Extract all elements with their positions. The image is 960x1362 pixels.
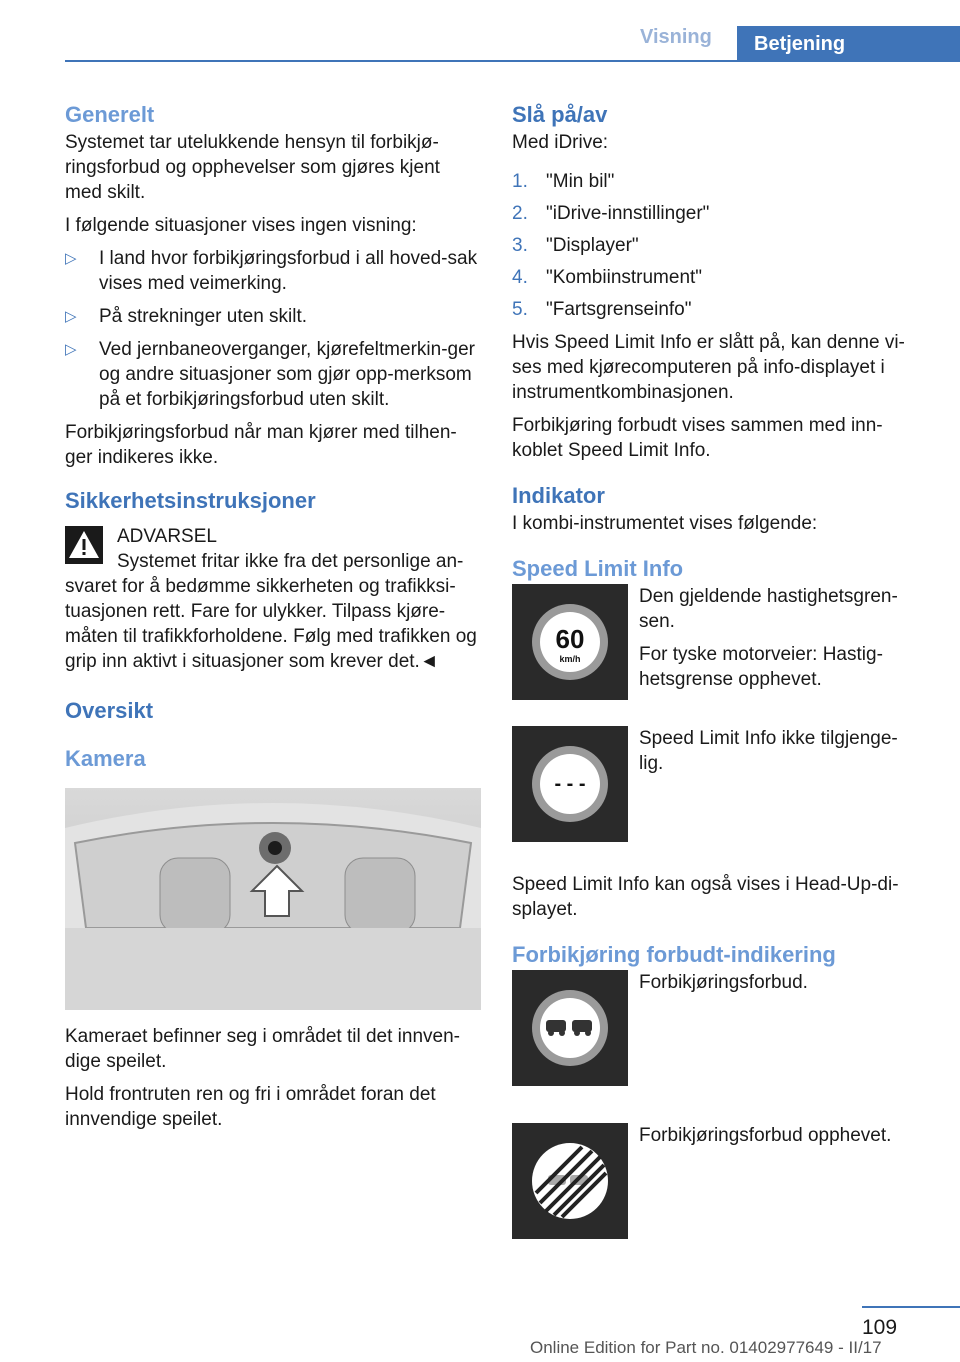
step-number: 4. bbox=[512, 267, 528, 288]
heading-oversikt: Oversikt bbox=[65, 698, 154, 723]
warning-text: Systemet fritar ikke fra det personlige an-svaret for å bedømme sikkerheten og trafikksi-tuasjonen rett. Fare for ulykker. Tilpass kjøre-måten til trafikkforholdene. Følg med trafikken og grip inn aktivt i situasjoner som krever det.◄ bbox=[65, 551, 477, 672]
end-no-overtaking-desc: Forbikjøringsforbud opphevet. bbox=[639, 1125, 892, 1146]
sign-row-speed bbox=[512, 584, 922, 708]
sign-text-end-no-overtaking bbox=[639, 1123, 922, 1156]
tab-betjening[interactable] bbox=[737, 26, 960, 62]
unavailable-value: - - - bbox=[554, 773, 586, 795]
sla-steps bbox=[512, 169, 922, 322]
list-item bbox=[512, 233, 922, 258]
generelt-p1: Systemet tar utelukkende hensyn til forbikjø-ringsforbud og opphevelser som gjøres kjent med skilt. bbox=[65, 132, 440, 203]
step-number: 5. bbox=[512, 299, 528, 320]
speed-desc-1: Den gjeldende hastighetsgren-sen. bbox=[639, 586, 898, 632]
triangle-bullet-icon: ▷ bbox=[65, 341, 77, 358]
sign-row-no-overtaking bbox=[512, 970, 922, 1105]
camera-illustration bbox=[65, 788, 481, 1010]
right-column bbox=[512, 100, 922, 1259]
generelt-p2: I følgende situasjoner vises ingen visning: bbox=[65, 215, 417, 236]
warning-triangle-svg bbox=[65, 526, 103, 564]
no-overtaking-sign bbox=[512, 970, 628, 1086]
kamera-p2: Hold frontruten ren og fri i området foran det innvendige speilet. bbox=[65, 1084, 436, 1130]
step-number: 2. bbox=[512, 203, 528, 224]
sign-row-unavailable bbox=[512, 726, 922, 854]
step-number: 1. bbox=[512, 171, 528, 192]
sla-intro: Med iDrive: bbox=[512, 132, 609, 153]
sla-p2: Forbikjøring forbudt vises sammen med inn-koblet Speed Limit Info. bbox=[512, 415, 883, 461]
no-overtaking-svg bbox=[512, 970, 628, 1086]
heading-forbikjoring: Forbikjøring forbudt-indikering bbox=[512, 942, 836, 967]
left-column bbox=[65, 100, 481, 1140]
warning-triangle-icon bbox=[65, 526, 103, 564]
triangle-bullet-icon: ▷ bbox=[65, 308, 77, 325]
unavailable-desc: Speed Limit Info ikke tilgjenge-lig. bbox=[639, 728, 898, 774]
heading-sikkerhet: Sikkerhetsinstruksjoner bbox=[65, 488, 316, 513]
list-item bbox=[512, 169, 922, 194]
sign-text-no-overtaking bbox=[639, 970, 922, 1003]
sla-p1: Hvis Speed Limit Info er slått på, kan denne vi-ses med kjørecomputeren på info-displayet i instrumentkombinasjonen. bbox=[512, 332, 905, 403]
end-no-overtaking-sign bbox=[512, 1123, 628, 1239]
list-item bbox=[65, 304, 481, 329]
speed-value: 60 bbox=[555, 624, 585, 654]
edition-text: Online Edition for Part no. 01402977649 - II/17 bbox=[530, 1338, 882, 1357]
warning-label: ADVARSEL bbox=[117, 526, 217, 547]
speed-unit: km/h bbox=[559, 654, 581, 664]
heading-generelt: Generelt bbox=[65, 102, 155, 127]
warning-block bbox=[65, 524, 481, 674]
tab-betjening-label: Betjening bbox=[754, 33, 846, 55]
list-item bbox=[512, 297, 922, 322]
heading-sla: Slå på/av bbox=[512, 102, 608, 127]
list-item bbox=[65, 337, 481, 412]
indikator-p1: I kombi-instrumentet vises følgende: bbox=[512, 513, 818, 534]
generelt-list bbox=[65, 246, 481, 412]
list-item-text: På strekninger uten skilt. bbox=[99, 306, 308, 327]
page-number: 109 bbox=[862, 1316, 898, 1339]
speed-limit-60-sign bbox=[512, 584, 628, 700]
step-text: "iDrive-innstillinger" bbox=[546, 203, 710, 224]
speed-unavailable-sign bbox=[512, 726, 628, 842]
footer-rule bbox=[862, 1306, 960, 1308]
sign-text-speed bbox=[639, 584, 922, 700]
list-item-text: Ved jernbaneoverganger, kjørefeltmerkin-ger og andre situasjoner som gjør opp-merksom på et forbikjøringsforbud uten skilt. bbox=[99, 339, 475, 410]
triangle-bullet-icon: ▷ bbox=[65, 250, 77, 267]
kamera-p1: Kameraet befinner seg i området til det innven-dige speilet. bbox=[65, 1026, 460, 1072]
list-item bbox=[512, 265, 922, 290]
sign-row-end-no-overtaking bbox=[512, 1123, 922, 1241]
no-overtaking-desc: Forbikjøringsforbud. bbox=[639, 972, 808, 993]
speed-p1: Speed Limit Info kan også vises i Head-Up-di-splayet. bbox=[512, 874, 899, 920]
speed-sign-svg bbox=[512, 584, 628, 700]
unavailable-sign-svg bbox=[512, 726, 628, 842]
heading-kamera: Kamera bbox=[65, 746, 146, 771]
heading-indikator: Indikator bbox=[512, 483, 605, 508]
list-item-text: I land hvor forbikjøringsforbud i all hoved-sak vises med veimerking. bbox=[99, 248, 478, 294]
tab-visning[interactable]: Visning bbox=[640, 26, 712, 48]
generelt-p3: Forbikjøringsforbud når man kjører med tilhen-ger indikeres ikke. bbox=[65, 422, 457, 468]
step-text: "Fartsgrenseinfo" bbox=[546, 299, 692, 320]
step-text: "Kombiinstrument" bbox=[546, 267, 703, 288]
sign-text-unavailable bbox=[639, 726, 922, 784]
list-item bbox=[65, 246, 481, 296]
heading-speed-limit-info: Speed Limit Info bbox=[512, 556, 684, 581]
step-text: "Displayer" bbox=[546, 235, 639, 256]
end-no-overtaking-svg bbox=[512, 1123, 628, 1239]
speed-desc-2: For tyske motorveier: Hastig-hetsgrense opphevet. bbox=[639, 644, 883, 690]
list-item bbox=[512, 201, 922, 226]
camera-photo bbox=[65, 788, 481, 1010]
step-text: "Min bil" bbox=[546, 171, 615, 192]
step-number: 3. bbox=[512, 235, 528, 256]
